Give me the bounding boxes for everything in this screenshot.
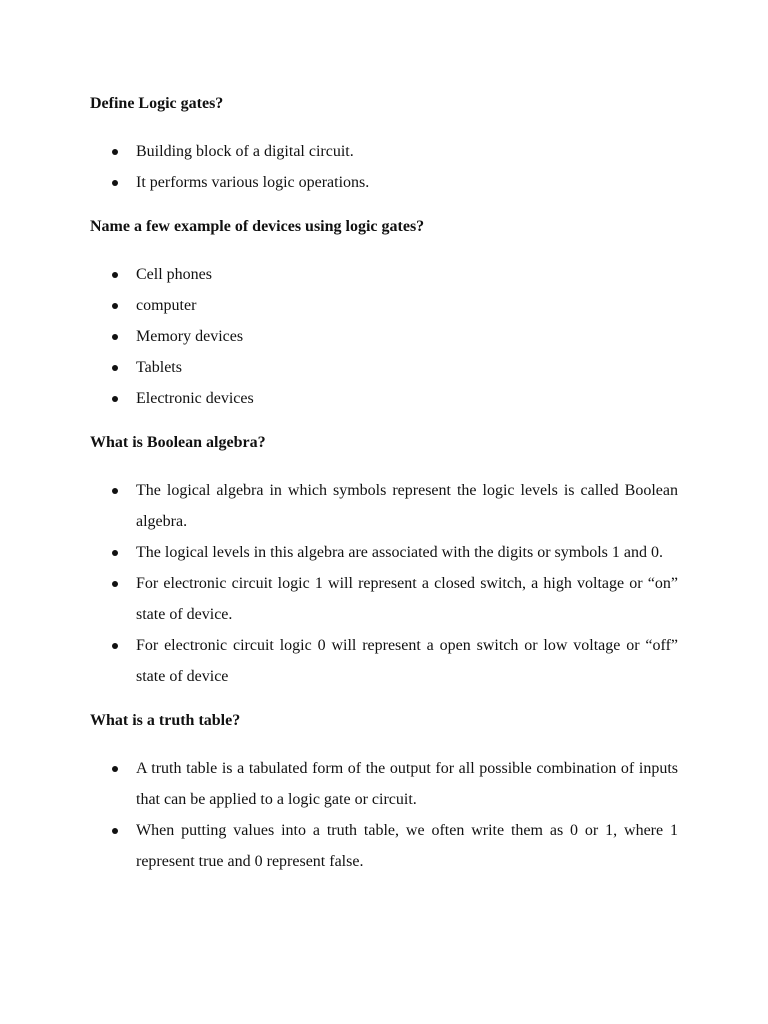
section-boolean-algebra <box>90 431 678 692</box>
list-item <box>90 383 678 414</box>
list-item-text: The logical algebra in which symbols represent the logic levels is called Boolean algebra. <box>136 482 678 530</box>
bullet-icon <box>112 149 118 155</box>
list-item-text: computer <box>136 297 197 314</box>
list-item-text: Memory devices <box>136 328 244 345</box>
list-item-text: Tablets <box>136 359 182 376</box>
list-item-text: For electronic circuit logic 0 will represent a open switch or low voltage or “off” state of device <box>136 637 678 685</box>
bullet-icon <box>112 550 118 556</box>
bullet-icon <box>112 272 118 278</box>
list-item <box>90 815 678 877</box>
bullet-list <box>90 475 678 692</box>
bullet-icon <box>112 488 118 494</box>
list-item-text: A truth table is a tabulated form of the output for all possible combination of inputs that can be applied to a logic gate or circuit. <box>136 760 678 808</box>
list-item-text: When putting values into a truth table, we often write them as 0 or 1, where 1 represent true and 0 represent false. <box>136 822 678 870</box>
bullet-list <box>90 136 678 198</box>
list-item <box>90 321 678 352</box>
section-heading: What is Boolean algebra? <box>90 434 266 451</box>
section-logic-gates <box>90 92 678 198</box>
section-heading: What is a truth table? <box>90 712 241 729</box>
list-item <box>90 352 678 383</box>
list-item <box>90 630 678 692</box>
list-item-text: Cell phones <box>136 266 212 283</box>
bullet-icon <box>112 396 118 402</box>
section-heading: Name a few example of devices using logic gates? <box>90 218 425 235</box>
bullet-icon <box>112 643 118 649</box>
list-item <box>90 568 678 630</box>
section-truth-table <box>90 709 678 877</box>
bullet-list <box>90 753 678 877</box>
list-item-text: The logical levels in this algebra are associated with the digits or symbols 1 and 0. <box>136 544 663 561</box>
bullet-icon <box>112 303 118 309</box>
bullet-icon <box>112 766 118 772</box>
section-devices <box>90 215 678 414</box>
list-item <box>90 290 678 321</box>
bullet-icon <box>112 180 118 186</box>
list-item-text: Building block of a digital circuit. <box>136 143 354 160</box>
list-item-text: Electronic devices <box>136 390 254 407</box>
bullet-icon <box>112 581 118 587</box>
section-heading: Define Logic gates? <box>90 95 224 112</box>
list-item <box>90 136 678 167</box>
list-item <box>90 259 678 290</box>
bullet-icon <box>112 828 118 834</box>
list-item <box>90 753 678 815</box>
list-item-text: It performs various logic operations. <box>136 174 370 191</box>
list-item <box>90 537 678 568</box>
list-item <box>90 475 678 537</box>
bullet-icon <box>112 334 118 340</box>
bullet-list <box>90 259 678 414</box>
bullet-icon <box>112 365 118 371</box>
list-item-text: For electronic circuit logic 1 will represent a closed switch, a high voltage or “on” state of device. <box>136 575 678 623</box>
list-item <box>90 167 678 198</box>
